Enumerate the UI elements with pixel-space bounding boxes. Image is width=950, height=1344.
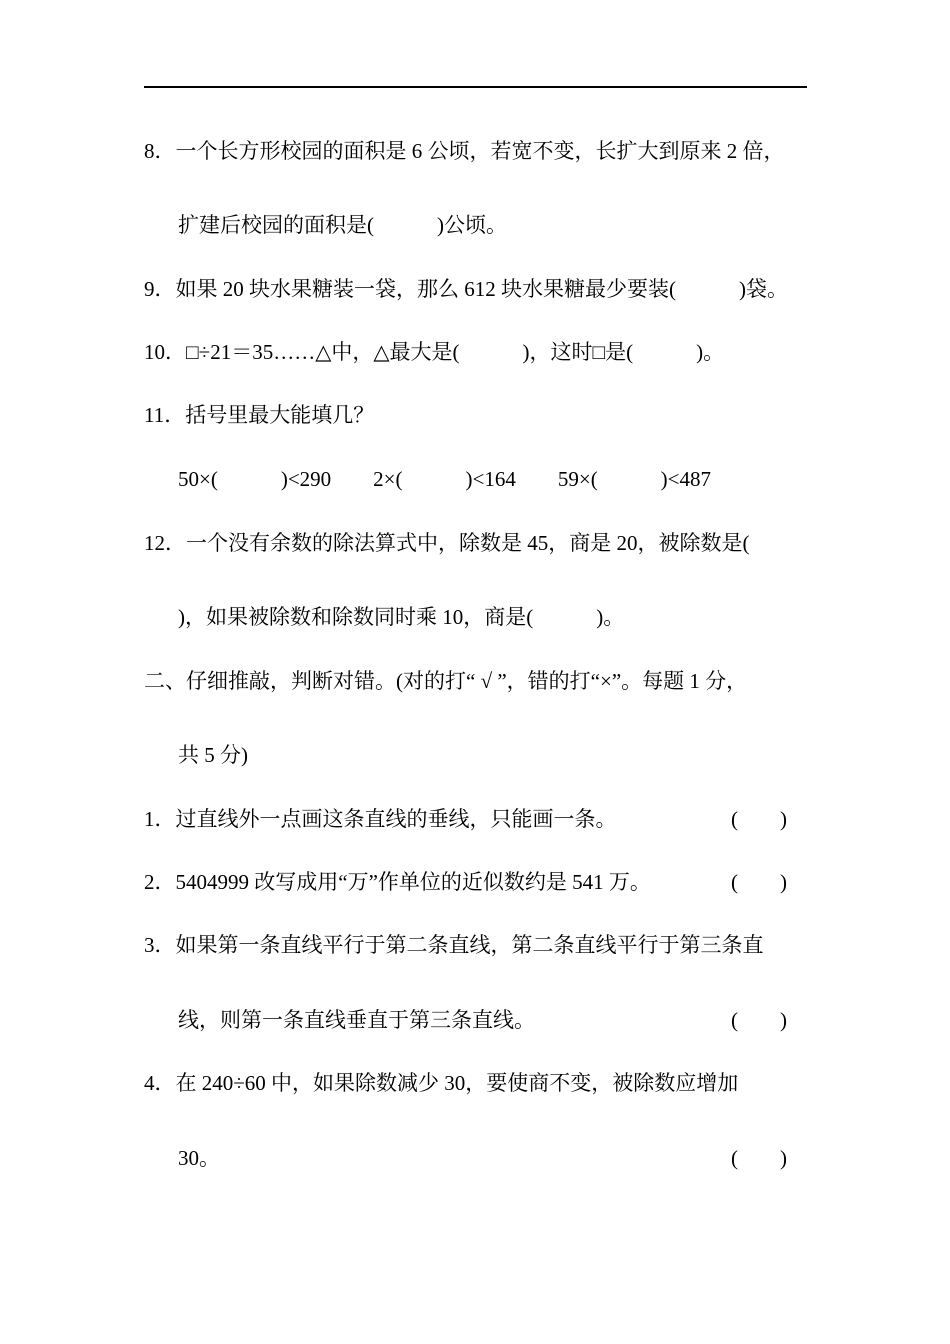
judge-3-line-2: 线，则第一条直线垂直于第三条直线。 [178, 1008, 535, 1032]
judge-4-answer-box: ( ) [731, 1146, 787, 1170]
judge-4-line-2: 30。 [178, 1146, 220, 1170]
question-10: 10．□÷21＝35……△中，△最大是( )，这时□是( )。 [144, 340, 725, 364]
question-11: 11．括号里最大能填几？ [144, 403, 375, 427]
judge-2: 2．5404999 改写成用“万”作单位的近似数约是 541 万。 [144, 870, 651, 894]
section-2-heading-line-2: 共 5 分) [178, 743, 248, 767]
judge-2-answer-box: ( ) [731, 870, 787, 894]
question-12-line-2: )，如果被除数和除数同时乘 10，商是( )。 [178, 605, 625, 629]
judge-3-answer-box: ( ) [731, 1008, 787, 1032]
question-8-line-1: 8．一个长方形校园的面积是 6 公顷，若宽不变，长扩大到原来 2 倍， [144, 139, 785, 163]
judge-3-line-1: 3．如果第一条直线平行于第二条直线，第二条直线平行于第三条直 [144, 933, 764, 957]
section-2-heading-line-1: 二、仔细推敲，判断对错。(对的打“ √ ”，错的打“×”。每题 1 分， [144, 669, 748, 693]
judge-1: 1．过直线外一点画这条直线的垂线，只能画一条。 [144, 807, 617, 831]
question-11-items: 50×( )<290 2×( )<164 59×( )<487 [178, 467, 712, 491]
header-rule [144, 86, 807, 88]
judge-4-line-1: 4．在 240÷60 中，如果除数减少 30，要使商不变，被除数应增加 [144, 1071, 739, 1095]
question-12-line-1: 12．一个没有余数的除法算式中，除数是 45，商是 20，被除数是( [144, 531, 750, 555]
judge-1-answer-box: ( ) [731, 807, 787, 831]
question-9: 9．如果 20 块水果糖装一袋，那么 612 块水果糖最少要装( )袋。 [144, 277, 788, 301]
question-8-line-2: 扩建后校园的面积是( )公顷。 [178, 213, 507, 237]
